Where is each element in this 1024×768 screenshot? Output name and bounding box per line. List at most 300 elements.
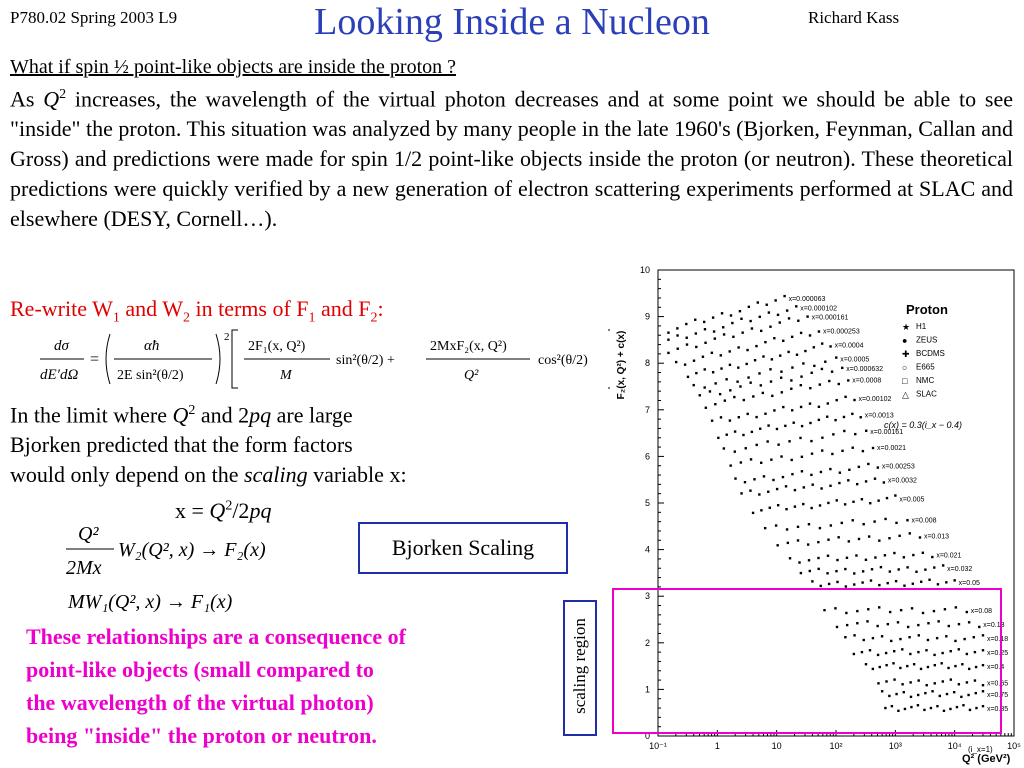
x-tick-label: 10² [829, 741, 843, 751]
data-point [751, 327, 753, 329]
data-point [860, 416, 862, 418]
data-point [810, 507, 812, 509]
data-point [686, 343, 688, 345]
data-point [802, 503, 804, 505]
data-point [758, 372, 760, 374]
data-point [903, 556, 905, 558]
triangle-icon: △ [902, 389, 909, 400]
legend-label: E665 [916, 362, 935, 372]
data-point [801, 425, 803, 427]
data-point [953, 579, 955, 581]
data-point [759, 428, 761, 430]
data-point [811, 452, 813, 454]
series-label: x=0.18 [986, 636, 1009, 644]
data-point [721, 312, 723, 314]
data-point [740, 492, 742, 494]
data-point [749, 320, 751, 322]
data-point [912, 583, 914, 585]
data-point [886, 497, 888, 499]
data-point [714, 337, 716, 339]
data-point [789, 557, 791, 559]
data-point [780, 377, 782, 379]
data-point [880, 566, 882, 568]
data-point [847, 479, 849, 481]
data-point [745, 447, 747, 449]
data-point [835, 399, 837, 401]
data-point [759, 316, 761, 318]
data-point [677, 348, 679, 350]
series-label: x=0.032 [947, 566, 973, 574]
data-point [818, 330, 820, 332]
data-point [847, 379, 849, 381]
y-tick-label: 9 [644, 311, 650, 322]
series-label: x=0.000063 [788, 295, 826, 303]
data-point [841, 367, 843, 369]
data-point [754, 359, 756, 361]
data-point [762, 355, 764, 357]
y-tick-label: 1 [644, 684, 650, 695]
data-point [909, 532, 911, 534]
data-point [675, 361, 677, 363]
circle-icon: ○ [902, 362, 908, 373]
data-point [933, 566, 935, 568]
data-point [784, 425, 786, 427]
series-label: x=0.021 [936, 552, 962, 560]
data-point [872, 447, 874, 449]
data-point [767, 491, 769, 493]
data-point [781, 391, 783, 393]
data-point [760, 384, 762, 386]
data-point [915, 571, 917, 573]
data-point [744, 481, 746, 483]
limit-line-1: In the limit where $Q^2$ and 2pq are large [10, 402, 353, 428]
data-point [712, 316, 714, 318]
data-point [725, 378, 727, 380]
scaling-region-text: scaling region [570, 618, 589, 714]
y-tick-label: 5 [644, 498, 650, 508]
series-label: x=0.85 [986, 706, 1009, 714]
data-point [753, 478, 755, 480]
data-point [724, 399, 726, 401]
data-point [898, 535, 900, 537]
data-point [861, 498, 863, 500]
svg-text:dσ: dσ [54, 338, 69, 354]
data-point [791, 473, 793, 475]
data-point [794, 489, 796, 491]
legend-label: BCDMS [916, 349, 945, 358]
data-point [862, 570, 864, 572]
data-point [755, 345, 757, 347]
data-point [844, 396, 846, 398]
data-point [741, 331, 743, 333]
data-point [752, 395, 754, 397]
data-point [704, 328, 706, 330]
data-point [844, 503, 846, 505]
data-point [865, 480, 867, 482]
data-point [704, 368, 706, 370]
data-point [937, 583, 939, 585]
data-point [808, 559, 810, 561]
data-point [786, 309, 788, 311]
data-point [726, 434, 728, 436]
data-point [730, 314, 732, 316]
data-point [824, 361, 826, 363]
data-point [800, 375, 802, 377]
data-point [817, 568, 819, 570]
data-point [931, 556, 933, 558]
data-point [736, 380, 738, 382]
data-point [676, 327, 678, 329]
data-point [865, 430, 867, 432]
data-point [729, 364, 731, 366]
data-point [928, 579, 930, 581]
data-point [729, 350, 731, 352]
data-point [877, 499, 879, 501]
svg-text:2E sin²(θ/2): 2E sin²(θ/2) [117, 368, 184, 383]
square-icon: □ [902, 376, 908, 386]
series-label: x=0.0005 [840, 356, 870, 364]
data-point [773, 337, 775, 339]
series-label: x=0.000253 [822, 328, 860, 336]
data-point [852, 501, 854, 503]
scaling-region-label [565, 600, 595, 732]
data-point [734, 430, 736, 432]
intro-paragraph: As $Q^2$ increases, the wavelength of the virtual photon decreases and at some point we should be able to see "inside" the proton. This situation was analyzed by many people in the late 1960's (Bjorken, Feynman, Callan and Gross) and predictions were made for spin 1/2 point-like objects inside the proton (or neutron). These theoretical predictions were quickly verified by a new generation of electron scattering experiments performed at SLAC and elsewhere (DESY, Cornell…). [10, 86, 1013, 232]
legend-label: NMC [916, 376, 935, 385]
data-point [841, 522, 843, 524]
data-point [776, 544, 778, 546]
svg-text:dE′dΩ: dE′dΩ [40, 367, 79, 383]
y-tick-label: 0 [644, 731, 650, 741]
scaling-equation-w1 [66, 584, 316, 618]
data-point [819, 383, 821, 385]
data-point [760, 462, 762, 464]
data-point [740, 461, 742, 463]
data-point [786, 528, 788, 530]
conclusion-line: the wavelength of the virtual photon) [26, 690, 374, 715]
series-label: x=0.000161 [811, 314, 849, 322]
data-point [764, 341, 766, 343]
svg-text:Q²: Q² [464, 368, 479, 383]
data-point [762, 392, 764, 394]
data-point [695, 346, 697, 348]
data-point [737, 366, 739, 368]
data-point [742, 434, 744, 436]
y-tick-label: 6 [644, 451, 650, 462]
data-point [862, 523, 864, 525]
data-point [779, 321, 781, 323]
conclusion-line: being "inside" the proton or neutron. [26, 723, 377, 748]
slide-title: Looking Inside a Nucleon [314, 1, 710, 43]
data-point [758, 493, 760, 495]
data-point [732, 336, 734, 338]
y-tick-label: 4 [644, 544, 650, 555]
data-point [729, 419, 731, 421]
data-point [810, 474, 812, 476]
data-point [791, 366, 793, 368]
data-point [790, 379, 792, 381]
series-label: x=0.0021 [877, 445, 907, 453]
data-point [853, 399, 855, 401]
data-point [694, 319, 696, 321]
y-tick-label: 7 [644, 404, 650, 415]
data-point [820, 585, 822, 587]
header-author: Richard Kass [808, 8, 900, 27]
data-point [854, 433, 856, 435]
data-point [729, 389, 731, 391]
data-point [809, 334, 811, 336]
data-point [924, 568, 926, 570]
data-point [772, 479, 774, 481]
data-point [790, 388, 792, 390]
data-point [731, 322, 733, 324]
data-point [894, 494, 896, 496]
scaling-variable-equation: $x = Q^2/2pq$ [175, 498, 272, 523]
data-point [795, 305, 797, 307]
svg-text:2MxF₂(x, Q²): 2MxF₂(x, Q²) [430, 339, 507, 354]
data-point [723, 447, 725, 449]
data-point [796, 354, 798, 356]
series-label: x=0.000632 [846, 365, 884, 373]
data-point [813, 365, 815, 367]
data-point [906, 519, 908, 521]
data-point [808, 523, 810, 525]
data-point [799, 437, 801, 439]
data-point [782, 476, 784, 478]
data-point [819, 527, 821, 529]
data-point [720, 354, 722, 356]
data-point [848, 540, 850, 542]
data-point [791, 459, 793, 461]
data-point [835, 570, 837, 572]
data-point [740, 318, 742, 320]
data-point [769, 326, 771, 328]
data-point [703, 321, 705, 323]
data-point [834, 419, 836, 421]
data-point [889, 570, 891, 572]
data-point [828, 380, 830, 382]
svg-text:2F₁(x, Q²): 2F₁(x, Q²) [248, 339, 306, 354]
data-point [856, 483, 858, 485]
data-point [775, 524, 777, 526]
data-point [838, 383, 840, 385]
data-point [912, 554, 914, 556]
conclusion-text [26, 620, 406, 752]
series-label: x=0.4 [986, 664, 1005, 672]
data-point [769, 507, 771, 509]
data-point [714, 403, 716, 405]
data-point [749, 489, 751, 491]
data-point [818, 419, 820, 421]
data-point [829, 468, 831, 470]
y-tick-label: 8 [644, 358, 650, 369]
data-point [739, 310, 741, 312]
data-point [868, 535, 870, 537]
data-point [873, 520, 875, 522]
data-point [797, 320, 799, 322]
data-point [844, 568, 846, 570]
data-point [791, 409, 793, 411]
data-point [813, 346, 815, 348]
data-point [818, 406, 820, 408]
data-point [887, 582, 889, 584]
data-point [836, 499, 838, 501]
data-point [752, 512, 754, 514]
scaling-region-highlight [612, 588, 1005, 734]
data-point [843, 430, 845, 432]
data-point [782, 340, 784, 342]
data-point [827, 402, 829, 404]
data-point [869, 502, 871, 504]
svg-text:2Mx: 2Mx [66, 557, 102, 579]
x-tick-label: 10⁵ [1007, 741, 1021, 751]
data-point [717, 437, 719, 439]
svg-text:M: M [280, 368, 292, 383]
x-tick-label: 10³ [888, 741, 902, 751]
data-point [837, 536, 839, 538]
data-point [809, 387, 811, 389]
data-point [785, 485, 787, 487]
limit-paragraph [10, 396, 407, 490]
data-point [919, 536, 921, 538]
data-point [867, 463, 869, 465]
data-point [751, 431, 753, 433]
series-label: x=0.0008 [852, 377, 882, 385]
cross-section-equation [40, 326, 620, 396]
limit-line-3: would only depend on the scaling variable x: [10, 462, 407, 488]
data-point [788, 440, 790, 442]
data-point [695, 332, 697, 334]
data-point [712, 371, 714, 373]
data-point [858, 466, 860, 468]
data-point [821, 342, 823, 344]
data-point [800, 406, 802, 408]
conclusion-line: These relationships are a consequence of [26, 624, 406, 649]
series-label: x=0.0004 [834, 342, 864, 350]
data-point [771, 358, 773, 360]
data-point [878, 584, 880, 586]
data-point [800, 572, 802, 574]
x-tick-label: 1 [714, 741, 720, 751]
data-point [831, 370, 833, 372]
data-point [787, 542, 789, 544]
data-point [756, 444, 758, 446]
data-point [809, 402, 811, 404]
data-point [719, 393, 721, 395]
data-point [830, 524, 832, 526]
svg-text:cos²(θ/2): cos²(θ/2) [538, 353, 588, 368]
cross-icon: ✚ [902, 349, 910, 359]
data-point [839, 471, 841, 473]
data-point [811, 372, 813, 374]
data-point [746, 413, 748, 415]
bjorken-scaling-box: Bjorken Scaling [358, 522, 568, 574]
data-point [871, 568, 873, 570]
series-label: x=0.000102 [800, 305, 838, 313]
data-point [748, 306, 750, 308]
data-point [738, 416, 740, 418]
data-point [686, 337, 688, 339]
data-point [852, 519, 854, 521]
data-point [745, 363, 747, 365]
data-point [733, 396, 735, 398]
data-point [791, 336, 793, 338]
data-point [820, 471, 822, 473]
data-point [760, 509, 762, 511]
y-tick-label: 3 [644, 591, 650, 602]
data-point [774, 299, 776, 301]
y-axis-label: F₂(x, Q²) + c(x) [616, 330, 627, 400]
data-point [821, 437, 823, 439]
series-label: x=0.13 [983, 622, 1005, 630]
data-point [829, 345, 831, 347]
x-tick-label: 10⁻¹ [649, 741, 667, 751]
data-point [800, 332, 802, 334]
data-point [779, 354, 781, 356]
data-point [768, 311, 770, 313]
data-point [764, 527, 766, 529]
data-point [770, 458, 772, 460]
series-label: x=0.25 [986, 650, 1009, 658]
data-point [685, 323, 687, 325]
data-point [699, 394, 701, 396]
data-point [811, 580, 813, 582]
data-point [785, 508, 787, 510]
scaling-equation-w2 [64, 518, 324, 580]
data-point [821, 368, 823, 370]
data-point [883, 481, 885, 483]
data-point [821, 449, 823, 451]
data-point [870, 579, 872, 581]
data-point [763, 475, 765, 477]
data-point [836, 581, 838, 583]
data-point [898, 568, 900, 570]
x-axis-label: Q² (GeV²) [962, 753, 1011, 765]
series-label: x=0.00161 [870, 428, 904, 436]
data-point [884, 518, 886, 520]
data-point [817, 557, 819, 559]
data-point [777, 504, 779, 506]
filled-circle-icon: ● [902, 335, 908, 346]
data-point [730, 464, 732, 466]
data-point [827, 555, 829, 557]
star-icon: ★ [902, 322, 911, 332]
data-point [667, 352, 669, 354]
data-point [747, 376, 749, 378]
data-point [827, 502, 829, 504]
data-point [851, 413, 853, 415]
data-point [853, 583, 855, 585]
data-point [802, 362, 804, 364]
data-point [895, 522, 897, 524]
offset-formula: c(x) = 0.3(i_x − 0.4) [884, 420, 963, 430]
data-point [832, 433, 834, 435]
data-point [810, 440, 812, 442]
data-point [846, 557, 848, 559]
data-point [720, 367, 722, 369]
series-label: x=0.008 [911, 517, 937, 525]
data-point [922, 552, 924, 554]
data-point [771, 395, 773, 397]
data-point [797, 526, 799, 528]
data-point [776, 428, 778, 430]
data-point [709, 390, 711, 392]
y-tick-label: 10 [639, 265, 650, 275]
svg-text:=: = [90, 351, 100, 368]
data-point [737, 346, 739, 348]
data-point [755, 416, 757, 418]
data-point [720, 416, 722, 418]
